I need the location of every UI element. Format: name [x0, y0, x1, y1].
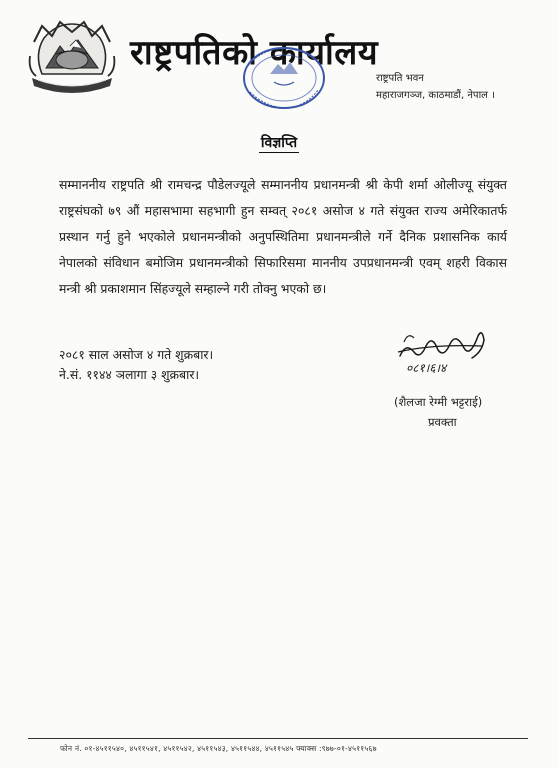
address-line: राष्ट्रपति भवन	[376, 73, 424, 84]
signatory-name: (शैलजा रेग्मी भट्टराई)	[394, 395, 483, 409]
office-title: राष्ट्रपतिको कार्यालय	[130, 33, 379, 73]
address-line: महाराजगञ्ज, काठमाडौं, नेपाल ।	[376, 90, 495, 101]
signature-date: ०८१।६।४	[406, 361, 447, 375]
footer-contact: फोन नं. ०१-४५११५४०, ४५११५४१, ४५११५४२, ४५११५४३, ४५११५४४, ४५११५४५ फ्याक्स :९७७-०१-४५११५६७	[60, 744, 377, 753]
handwritten-signature	[392, 322, 488, 378]
date-bikram-sambat: २०८१ साल असोज ४ गते शुक्रबार।	[59, 347, 214, 362]
date-nepal-sambat: ने.सं. ११४४ ञलागा ३ शुक्रबार।	[59, 367, 200, 382]
notice-body: सम्माननीय राष्ट्रपति श्री रामचन्द्र पौडेलज्यूले सम्माननीय प्रधानमन्त्री श्री केपी शर्मा ओलीज्यू संयुक्त राष्ट्रसंघको ७९ औं महासभामा सहभागी हुन सम्वत् २०८१ असोज ४ गते संयुक्त राज्य अमेरिकातर्फ प्रस्थान गर्नु हुने भएकोले प्रधानमन्त्रीको अनुपस्थितिमा प्रधानमन्त्रीले गर्ने दैनिक प्रशासनिक कार्य नेपालको संविधान बमोजिम प्रधानमन्त्रीको सिफारिसमा माननीय उपप्रधानमन्त्री एवम् शहरी विकास मन्त्री श्री प्रकाशमान सिंहज्यूले सम्हाल्ने गरी तोक्नु भएको छ।	[59, 177, 507, 296]
footer-divider	[28, 738, 528, 739]
signatory-role: प्रवक्ता	[428, 415, 457, 429]
signatory-block	[394, 392, 482, 432]
office-address	[376, 70, 495, 104]
national-emblem-icon	[26, 16, 118, 96]
notice-heading	[0, 133, 558, 152]
notice-heading-text: विज्ञप्ति	[260, 135, 298, 151]
official-seal-stamp	[240, 42, 328, 112]
date-block	[59, 345, 213, 385]
